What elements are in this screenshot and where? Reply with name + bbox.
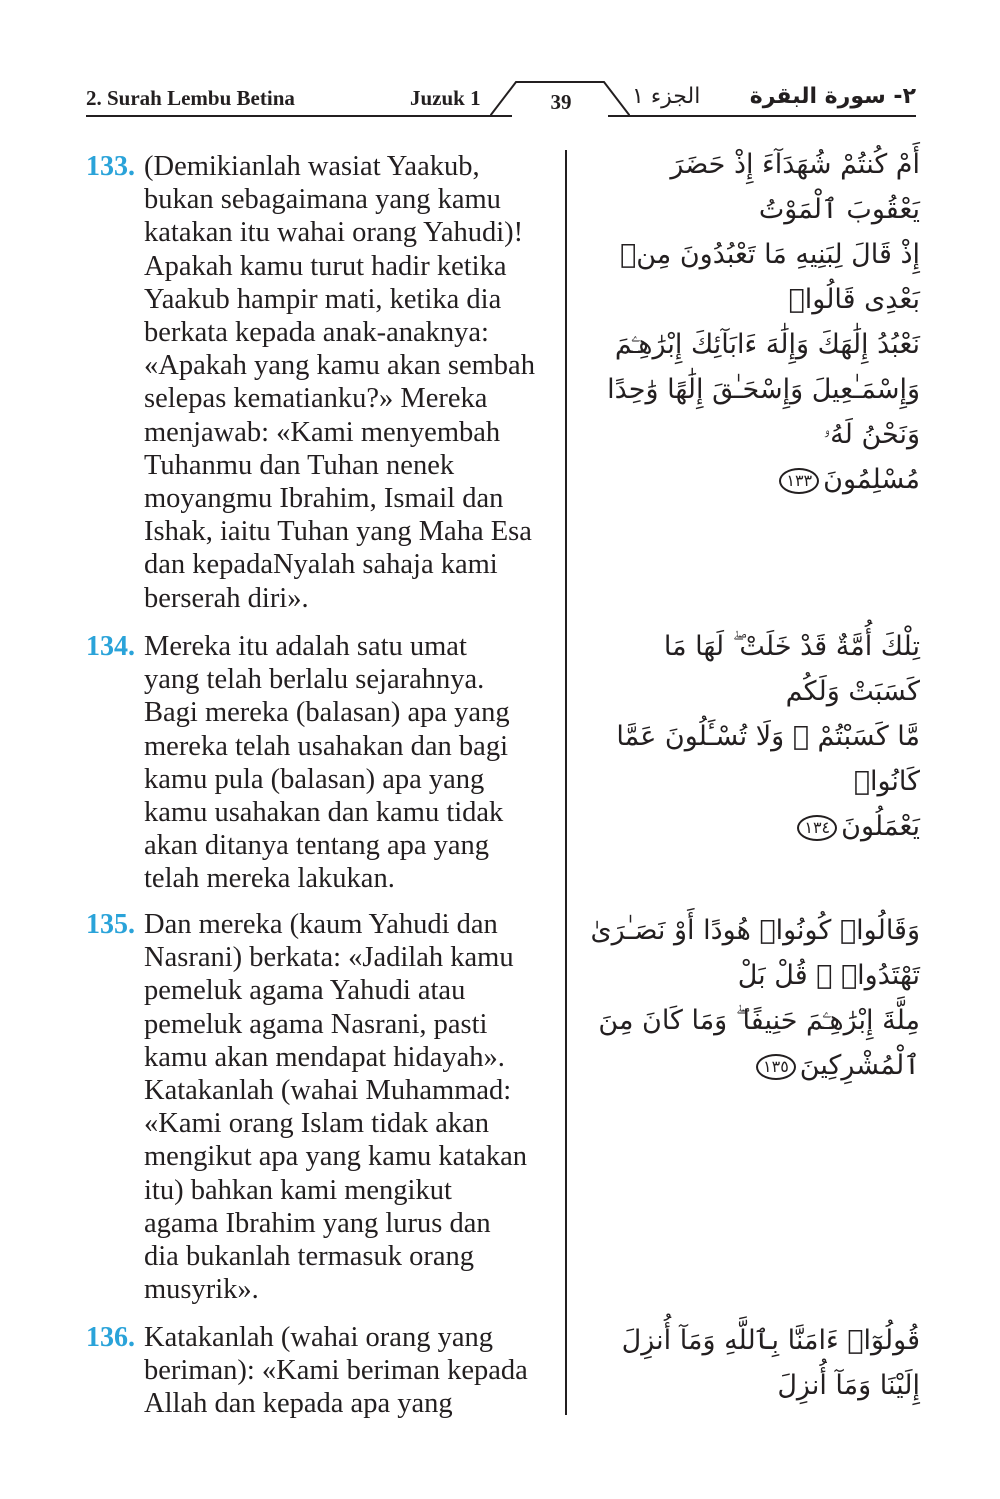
verse-translation-134 xyxy=(86,630,561,896)
verse-number: 135. xyxy=(86,909,135,940)
page-number: 39 xyxy=(550,90,572,114)
verse-number: 136. xyxy=(86,1322,135,1353)
verse-text: Katakanlah (wahai orang yang beriman): «Kami beriman kepada Allah dan kepada apa yang xyxy=(144,1322,528,1420)
column-divider xyxy=(565,150,567,1415)
arabic-text: قُولُوٓا۟ ءَامَنَّا بِٱللَّهِ وَمَآ أُنزِلَ إِلَيْنَا وَمَآ أُنزِلَ xyxy=(621,1325,920,1401)
verse-arabic-133 xyxy=(590,142,920,502)
page-header xyxy=(86,84,916,124)
arabic-text: أَمْ كُنتُمْ شُهَدَآءَ إِذْ حَضَرَ يَعْقُوبَ ٱلْمَوْتُ إِذْ قَالَ لِبَنِيهِ مَا تَعْبُدُونَ مِنۢ بَعْدِى قَالُوا۟ نَعْبُدُ إِلَٰهَكَ وَإِلَٰهَ ءَابَآئِكَ إِبْرَٰهِـۧمَ وَإِسْمَـٰعِيلَ وَإِسْحَـٰقَ إِلَٰهًا وَٰحِدًا وَنَحْنُ لَهُۥ مُسْلِمُونَ xyxy=(607,149,920,495)
verse-translation-133 xyxy=(86,150,561,615)
verse-end-marker: ١٣٥ xyxy=(756,1054,796,1080)
verse-arabic-136 xyxy=(590,1318,920,1408)
arabic-text: وَقَالُوا۟ كُونُوا۟ هُودًا أَوْ نَصَـٰرَىٰ تَهْتَدُوا۟ ۗ قُلْ بَلْ مِلَّةَ إِبْرَٰهِـۧمَ حَنِيفًا ۖ وَمَا كَانَ مِنَ ٱلْمُشْرِكِينَ xyxy=(590,915,920,1081)
juz-label-arabic: الجزء ١ xyxy=(632,84,701,109)
verse-translation-135 xyxy=(86,908,561,1306)
verse-number: 133. xyxy=(86,151,135,182)
header-rule-right xyxy=(608,115,916,117)
surah-title-arabic: ٢- سورة البقرة xyxy=(749,84,916,109)
verse-text: (Demikianlah wasiat Yaakub, bukan sebagaimana yang kamu katakan itu wahai orang Yahudi)! Apakah kamu turut hadir ketika Yaakub hampir mati, ketika dia berkata kepada anak-anaknya: «Apakah yang kamu akan sembah selepas kematianku?» Mereka menjawab: «Kami menyembah Tuhanmu dan Tuhan nenek moyangmu Ibrahim, Ismail dan Ishak, iaitu Tuhan yang Maha Esa dan kepadaNyalah sahaja kami berserah diri». xyxy=(144,151,535,614)
verse-end-marker: ١٣٣ xyxy=(779,468,819,494)
verse-text: Dan mereka (kaum Yahudi dan Nasrani) berkata: «Jadilah kamu pemeluk agama Yahudi atau pemeluk agama Nasrani, pasti kamu akan mendapat hidayah». Katakanlah (wahai Muhammad: «Kami orang Islam tidak akan mengikut apa yang kamu katakan itu) bahkan kami mengikut agama Ibrahim yang lurus dan dia bukanlah termasuk orang musyrik». xyxy=(144,909,528,1306)
surah-title: 2. Surah Lembu Betina xyxy=(86,86,295,110)
verse-translation-136 xyxy=(86,1321,561,1421)
arabic-text: تِلْكَ أُمَّةٌ قَدْ خَلَتْ ۖ لَهَا مَا كَسَبَتْ وَلَكُم مَّا كَسَبْتُمْ ۖ وَلَا تُسْـَٔلُونَ عَمَّا كَانُوا۟ يَعْمَلُونَ xyxy=(616,631,920,842)
verse-arabic-134 xyxy=(590,624,920,849)
verse-arabic-135 xyxy=(590,908,920,1088)
juz-label: Juzuk 1 xyxy=(410,86,481,110)
verse-number: 134. xyxy=(86,631,135,662)
header-rule-left xyxy=(86,115,512,117)
verse-end-marker: ١٣٤ xyxy=(797,815,837,841)
verse-text: Mereka itu adalah satu umat yang telah berlalu sejarahnya. Bagi mereka (balasan) apa yang mereka telah usahakan dan bagi kamu pula (balasan) apa yang kamu usahakan dan kamu tidak akan ditanya tentang apa yang telah mereka lakukan. xyxy=(144,631,510,895)
